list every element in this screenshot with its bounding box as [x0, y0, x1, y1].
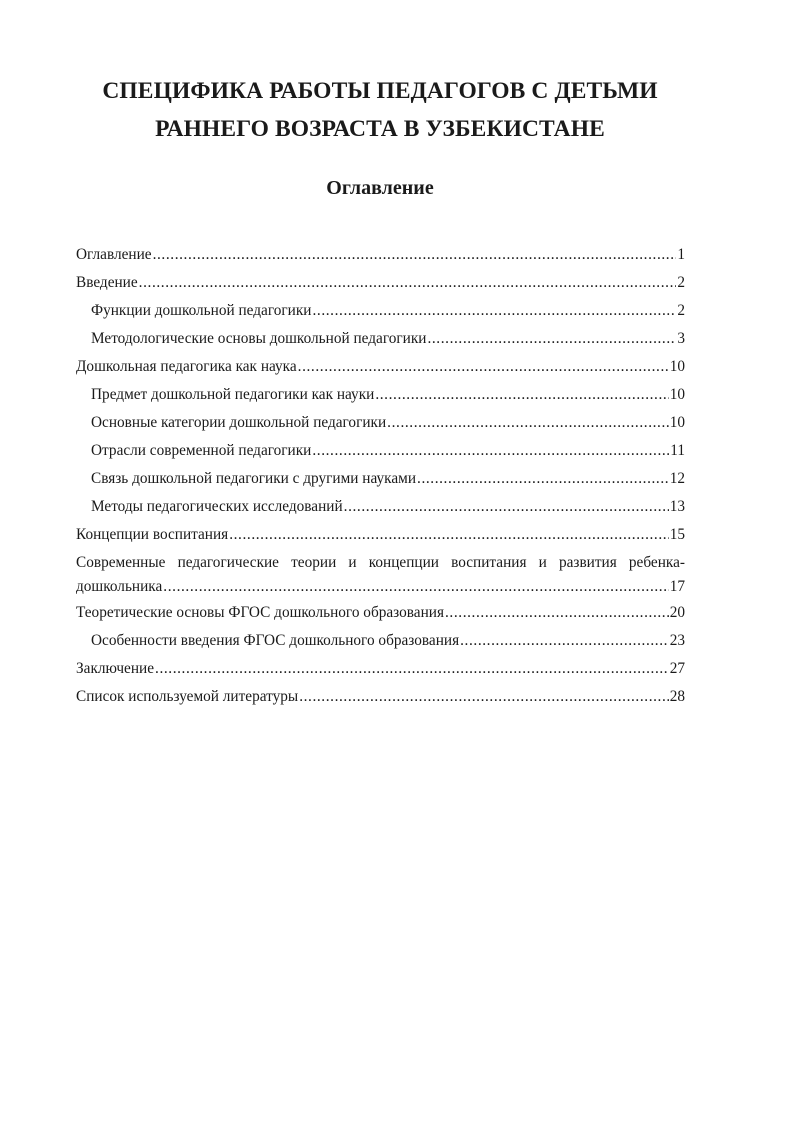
toc-entry-research-methods[interactable] — [91, 497, 685, 517]
toc-dot-leader — [229, 525, 669, 545]
toc-page-number: 15 — [669, 526, 685, 543]
toc-dot-leader — [139, 273, 677, 293]
toc-word: ребенка- — [628, 554, 685, 571]
toc-dot-leader — [417, 469, 669, 489]
toc-page-number: 23 — [669, 632, 685, 649]
toc-word: Современные — [76, 554, 166, 571]
toc-entry-introduction[interactable] — [76, 273, 685, 293]
toc-dot-leader — [312, 301, 676, 321]
toc-dot-leader — [153, 245, 677, 265]
toc-page-number: 13 — [669, 498, 685, 515]
toc-dot-leader — [312, 441, 669, 461]
toc-entry-label: Оглавление — [76, 246, 152, 263]
toc-page-number: 10 — [669, 386, 685, 403]
toc-entry-label: Функции дошкольной педагогики — [91, 302, 312, 319]
toc-page-number: 27 — [669, 660, 685, 677]
toc-entry-functions[interactable] — [91, 301, 685, 321]
toc-entry-label: Введение — [76, 274, 138, 291]
toc-entry-fgos-introduction[interactable] — [91, 631, 685, 651]
toc-entry-label-line-1 — [76, 553, 685, 573]
toc-dot-leader — [387, 413, 669, 433]
toc-entry-label: Список используемой литературы — [76, 688, 299, 705]
toc-entry-label: Основные категории дошкольной педагогики — [91, 414, 387, 431]
toc-entry-contents[interactable] — [76, 245, 685, 265]
toc-page-number: 28 — [669, 688, 685, 705]
toc-dot-leader — [298, 357, 669, 377]
toc-entry-label: Связь дошкольной педагогики с другими науками — [91, 470, 417, 487]
toc-page-number: 11 — [670, 442, 685, 459]
toc-dot-leader — [163, 577, 668, 597]
toc-entry-label: Отрасли современной педагогики — [91, 442, 312, 459]
toc-word: и — [538, 554, 547, 571]
toc-page-number: 3 — [677, 330, 685, 347]
toc-entry-fgos-foundations[interactable] — [76, 603, 685, 623]
toc-page-number: 10 — [669, 414, 685, 431]
toc-page-number: 2 — [677, 274, 685, 291]
toc-entry-pedagogy-as-science[interactable] — [76, 357, 685, 377]
toc-entry-label: Методы педагогических исследований — [91, 498, 343, 515]
toc-entry-branches[interactable] — [91, 441, 685, 461]
toc-entry-label: Особенности введения ФГОС дошкольного образования — [91, 632, 460, 649]
toc-entry-label: Заключение — [76, 660, 155, 677]
document-title — [60, 72, 700, 148]
toc-heading: Оглавление — [326, 177, 434, 199]
toc-page-number: 17 — [669, 578, 685, 595]
toc-word: педагогические — [177, 554, 279, 571]
toc-dot-leader — [375, 385, 668, 405]
toc-entry-label: Концепции воспитания — [76, 526, 229, 543]
toc-entry-upbringing-concepts[interactable] — [76, 525, 685, 545]
toc-entry-label: Теоретические основы ФГОС дошкольного образования — [76, 604, 444, 621]
toc-entry-methodological-foundations[interactable] — [91, 329, 685, 349]
toc-dot-leader — [299, 687, 669, 707]
document-title-line-1: СПЕЦИФИКА РАБОТЫ ПЕДАГОГОВ С ДЕТЬМИ — [102, 78, 658, 104]
toc-word: развития — [558, 554, 617, 571]
toc-page-number: 12 — [669, 470, 685, 487]
toc-entry-label: Предмет дошкольной педагогики как науки — [91, 386, 375, 403]
toc-page-number: 1 — [677, 246, 685, 263]
toc-dot-leader — [427, 329, 676, 349]
toc-word: концепции — [368, 554, 439, 571]
toc-page-number: 2 — [677, 302, 685, 319]
toc-page-number: 10 — [669, 358, 685, 375]
toc-dot-leader — [155, 659, 669, 679]
toc-page-number: 20 — [669, 604, 685, 621]
toc-entry-modern-theories[interactable] — [76, 553, 685, 597]
toc-dot-leader — [445, 603, 669, 623]
toc-entry-relation-to-sciences[interactable] — [91, 469, 685, 489]
toc-entry-label: Дошкольная педагогика как наука — [76, 358, 297, 375]
toc-word: и — [348, 554, 357, 571]
document-title-line-2: РАННЕГО ВОЗРАСТА В УЗБЕКИСТАНЕ — [155, 116, 605, 142]
toc-entry-label-line-2: дошкольника — [76, 578, 163, 595]
toc-word: теории — [291, 554, 337, 571]
toc-entry-references[interactable] — [76, 687, 685, 707]
toc-dot-leader — [460, 631, 669, 651]
toc-entry-subject[interactable] — [91, 385, 685, 405]
toc-entry-main-categories[interactable] — [91, 413, 685, 433]
toc-entry-conclusion[interactable] — [76, 659, 685, 679]
toc-entry-label: Методологические основы дошкольной педагогики — [91, 330, 427, 347]
toc-dot-leader — [344, 497, 669, 517]
toc-word: воспитания — [451, 554, 527, 571]
